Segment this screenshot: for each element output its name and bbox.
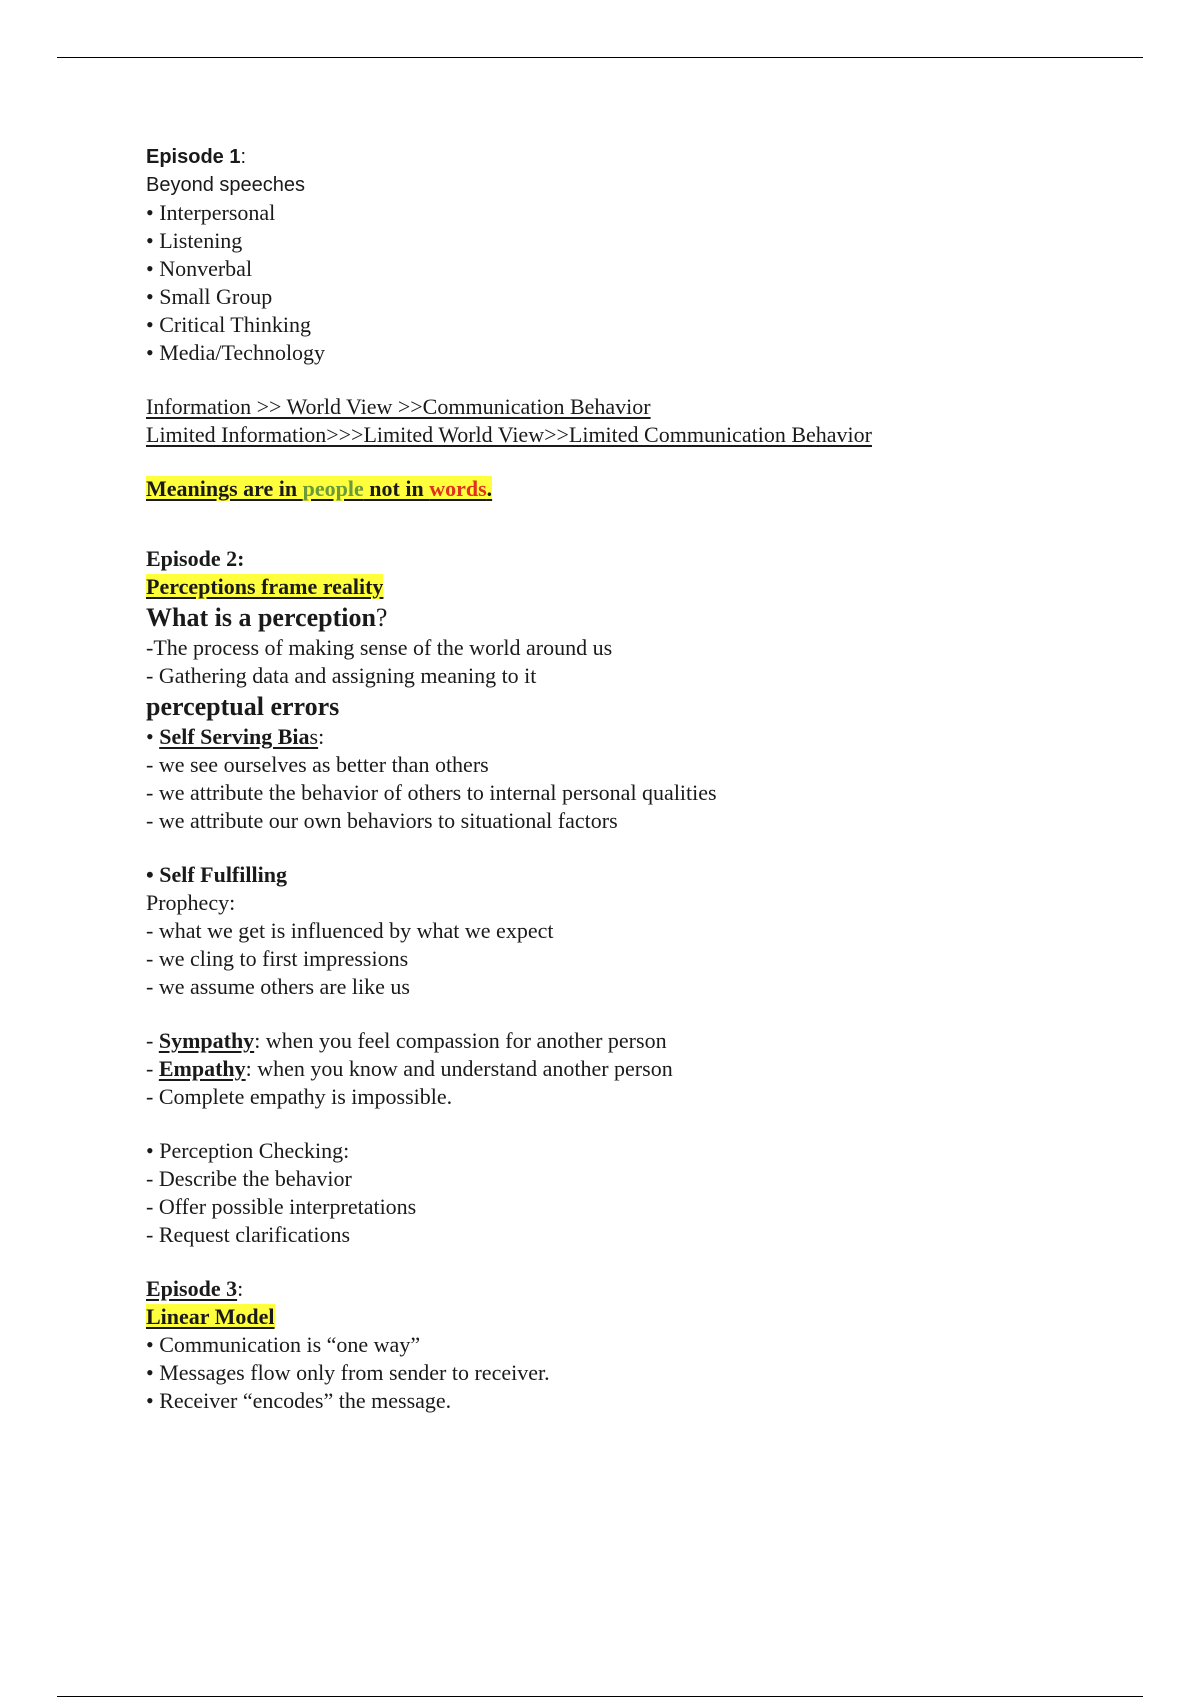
list-item: - what we get is influenced by what we expect xyxy=(146,918,554,943)
meanings-statement xyxy=(146,475,1106,503)
linear-model-heading: Linear Model xyxy=(146,1304,275,1329)
perceptual-errors-heading: perceptual errors xyxy=(146,692,340,721)
list-item: • Listening xyxy=(146,228,243,253)
document-page xyxy=(146,143,1106,1415)
bottom-rule xyxy=(57,1696,1143,1697)
list-item: - Offer possible interpretations xyxy=(146,1194,417,1219)
prophecy-label: Prophecy: xyxy=(146,890,236,915)
list-item: -The process of making sense of the world around us xyxy=(146,635,613,660)
episode-2-heading: Episode 2: xyxy=(146,546,245,571)
flow-line-limited: Limited Information>>>Limited World View>>Limited Communication Behavior xyxy=(146,422,872,447)
list-item: - Describe the behavior xyxy=(146,1166,352,1191)
meanings-highlight: Meanings are in people not in words. xyxy=(146,476,493,501)
list-item: - Request clarifications xyxy=(146,1222,351,1247)
perceptions-frame-reality: Perceptions frame reality xyxy=(146,574,384,599)
episode-1-bullet-list xyxy=(146,199,1106,367)
list-item: • Media/Technology xyxy=(146,340,326,365)
flow-line-information: Information >> World View >>Communication Behavior xyxy=(146,394,651,419)
list-item: • Receiver “encodes” the message. xyxy=(146,1388,452,1413)
episode-1-subtitle: Beyond speeches xyxy=(146,174,306,196)
self-serving-bias-heading: • Self Serving Bias: xyxy=(146,724,325,749)
list-item: • Small Group xyxy=(146,284,273,309)
list-item: • Communication is “one way” xyxy=(146,1332,421,1357)
list-item: - we see ourselves as better than others xyxy=(146,752,489,777)
empathy-definition: - Empathy: when you know and understand another person xyxy=(146,1056,673,1081)
list-item: - Gathering data and assigning meaning to it xyxy=(146,663,537,688)
words-word: words xyxy=(429,476,487,501)
perception-question: What is a perception? xyxy=(146,603,388,632)
people-word: people xyxy=(302,476,364,501)
perception-checking-heading: • Perception Checking: xyxy=(146,1138,350,1163)
list-item: • Critical Thinking xyxy=(146,312,311,337)
list-item: - we attribute our own behaviors to situational factors xyxy=(146,808,618,833)
top-rule xyxy=(57,57,1143,58)
empathy-note: - Complete empathy is impossible. xyxy=(146,1084,453,1109)
self-fulfilling-heading: • Self Fulfilling xyxy=(146,862,287,887)
list-item: - we assume others are like us xyxy=(146,974,410,999)
episode-1-heading: Episode 1: xyxy=(146,146,247,168)
list-item: - we attribute the behavior of others to internal personal qualities xyxy=(146,780,717,805)
list-item: • Nonverbal xyxy=(146,256,253,281)
list-item: - we cling to first impressions xyxy=(146,946,409,971)
episode-3-heading: Episode 3: xyxy=(146,1276,244,1301)
sympathy-definition: - Sympathy: when you feel compassion for another person xyxy=(146,1028,667,1053)
list-item: • Interpersonal xyxy=(146,200,276,225)
list-item: • Messages flow only from sender to receiver. xyxy=(146,1360,550,1385)
